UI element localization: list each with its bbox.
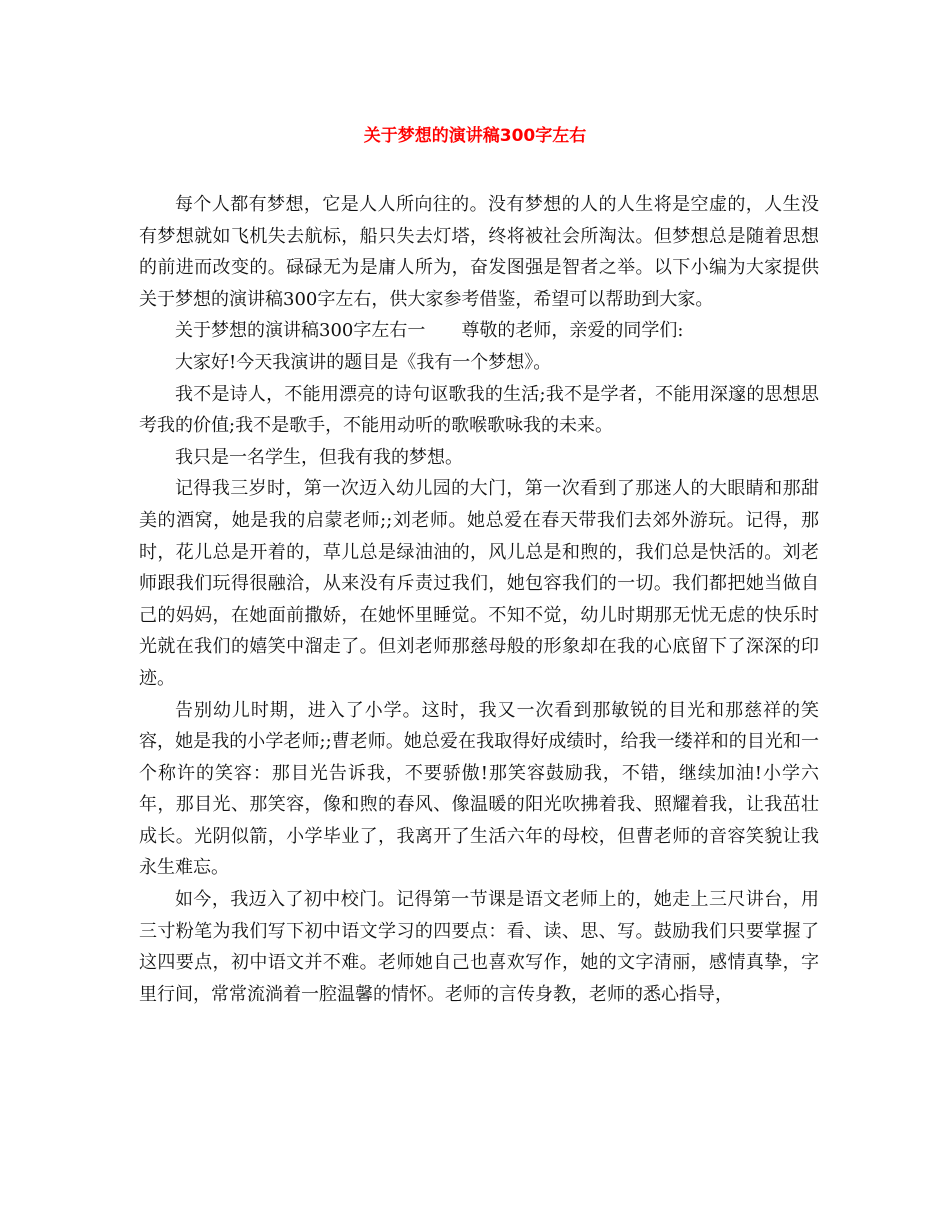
document-title: 关于梦想的演讲稿300字左右	[363, 126, 587, 146]
paragraph-primary-school: 告别幼儿时期，进入了小学。这时，我又一次看到那敏锐的目光和那慈祥的笑容，她是我的小学老师;;曹老师。她总爱在我取得好成绩时，给我一缕祥和的目光和一个称许的笑容：那目光告诉我，不要骄傲!那笑容鼓励我，不错，继续加油!小学六年，那目光、那笑容，像和煦的春风、像温暖的阳光吹拂着我、照耀着我，让我茁壮成长。光阴似箭，小学毕业了，我离开了生活六年的母校，但曹老师的音容笑貌让我永生难忘。	[139, 699, 819, 879]
paragraph-student: 我只是一名学生，但我有我的梦想。	[175, 446, 463, 468]
paragraph-kindergarten: 记得我三岁时，第一次迈入幼儿园的大门，第一次看到了那迷人的大眼睛和那甜美的酒窝，她是我的启蒙老师;;刘老师。她总爱在春天带我们去郊外游玩。记得，那时，花儿总是开着的，草儿总是绿油油的，风儿总是和煦的，我们总是快活的。刘老师跟我们玩得很融洽，从来没有斥责过我们，她包容我们的一切。我们都把她当做自己的妈妈，在她面前撒娇，在她怀里睡觉。不知不觉，幼儿时期那无忧无虑的快乐时光就在我们的嬉笑中溜走了。但刘老师那慈母般的形象却在我的心底留下了深深的印迹。	[139, 478, 819, 689]
paragraph-heading-line	[139, 315, 819, 347]
greeting: 尊敬的老师，亲爱的同学们:	[461, 320, 684, 342]
paragraph-not-poet: 我不是诗人，不能用漂亮的诗句讴歌我的生活;我不是学者，不能用深邃的思想思考我的价值;我不是歌手，不能用动听的歌喉歌咏我的未来。	[139, 383, 819, 437]
document-body	[139, 189, 819, 1010]
paragraph-intro: 每个人都有梦想，它是人人所向往的。没有梦想的人的人生将是空虚的，人生没有梦想就如飞机失去航标，船只失去灯塔，终将被社会所淘汰。但梦想总是随着思想的前进而改变的。碌碌无为是庸人所为，奋发图强是智者之举。以下小编为大家提供关于梦想的演讲稿300字左右，供大家参考借鉴，希望可以帮助到大家。	[139, 194, 819, 310]
section-label: 关于梦想的演讲稿300字左右一	[175, 320, 426, 342]
paragraph-middle-school: 如今，我迈入了初中校门。记得第一节课是语文老师上的，她走上三尺讲台，用三寸粉笔为我们写下初中语文学习的四要点：看、读、思、写。鼓励我们只要掌握了这四要点，初中语文并不难。老师她自己也喜欢写作，她的文字清丽，感情真挚，字里行间，常常流淌着一腔温馨的情怀。老师的言传身教，老师的悉心指导，	[139, 889, 819, 1005]
paragraph-opening: 大家好!今天我演讲的题目是《我有一个梦想》。	[175, 351, 552, 373]
